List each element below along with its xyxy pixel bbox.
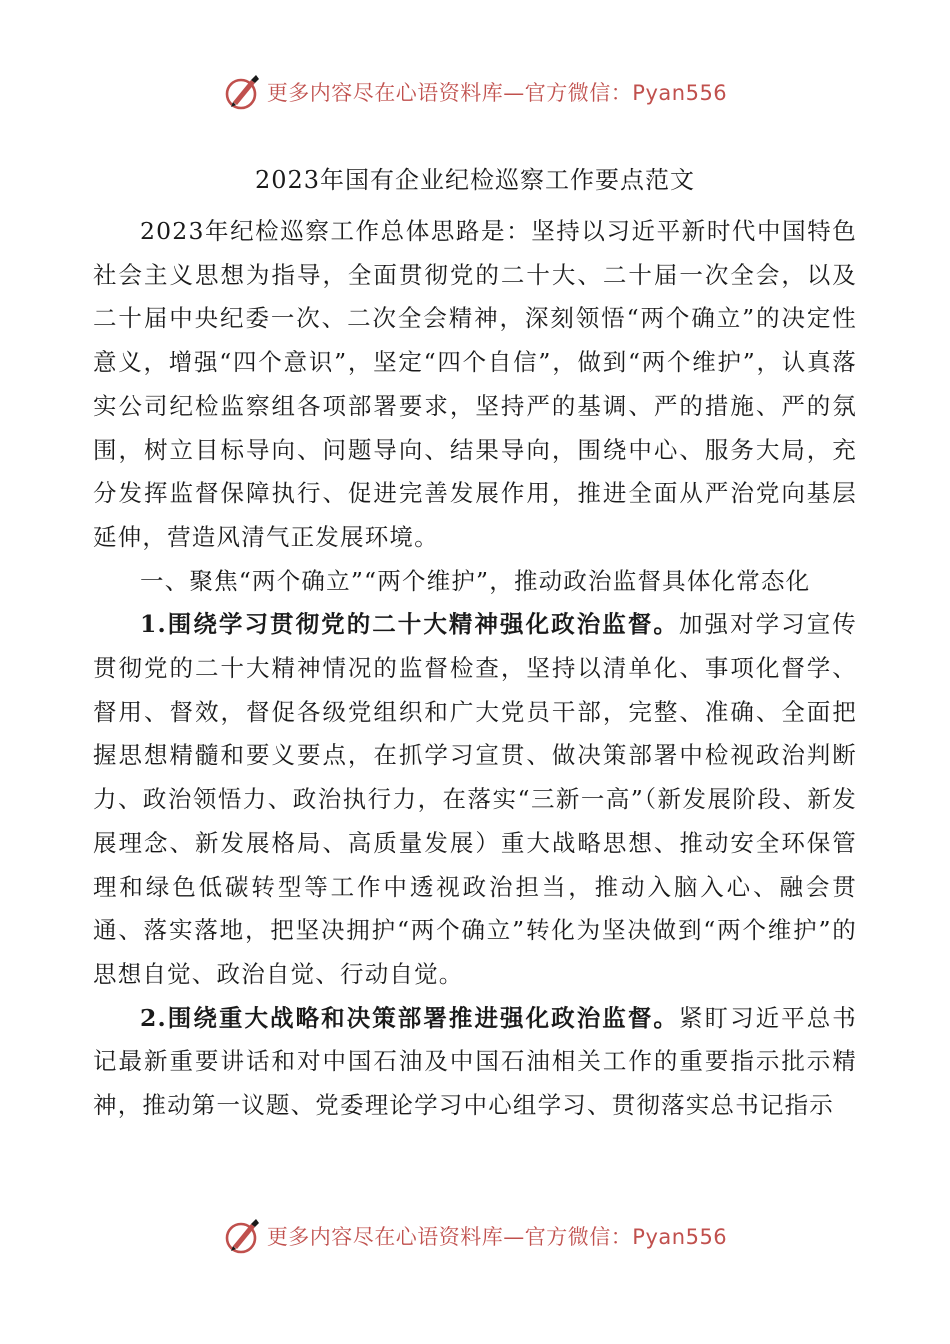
document-body: [93, 210, 857, 1128]
paragraph-text: 加强对学习宣传贯彻党的二十大精神情况的监督检查，坚持以清单化、事项化督学、督用、督效，督促各级党组织和广大党员干部，完整、准确、全面把握思想精髓和要义要点，在抓学习宣贯、做决策部署中检视政治判断力、政治领悟力、政治执行力，在落实“三新一高”（新发展阶段、新发展理念、新发展格局、高质量发展）重大战略思想、推动安全环保管理和绿色低碳转型等工作中透视政治担当，推动入脑入心、融会贯通、落实落地，把坚决拥护“两个确立”转化为坚决做到“两个维护”的思想自觉、政治自觉、行动自觉。: [93, 610, 857, 988]
footer-banner: [0, 1214, 950, 1258]
paragraph-text: 紧盯习近平总书记最新重要讲话和对中国石油及中国石油相关工作的重要指示批示精神，推动第一议题、党委理论学习中心组学习、贯彻落实总书记指示: [93, 1003, 857, 1120]
paragraph-lead: 2.围绕重大战略和决策部署推进强化政治监督。: [140, 1003, 679, 1032]
pen-logo-icon: [223, 1216, 263, 1256]
pen-logo-icon: [223, 72, 263, 112]
paragraph: [93, 997, 857, 1128]
section-heading: [93, 560, 857, 604]
banner-text: 更多内容尽在心语资料库—官方微信：Pyan556: [266, 1225, 728, 1249]
paragraph: [93, 210, 857, 560]
banner-text: 更多内容尽在心语资料库—官方微信：Pyan556: [266, 81, 728, 105]
paragraph: [93, 603, 857, 996]
header-banner: [0, 70, 950, 114]
paragraph-lead: 1.围绕学习贯彻党的二十大精神强化政治监督。: [140, 610, 679, 639]
paragraph-text: 2023年纪检巡察工作总体思路是：坚持以习近平新时代中国特色社会主义思想为指导，全面贯彻党的二十大、二十届一次全会，以及二十届中央纪委一次、二次全会精神，深刻领悟“两个确立”的决定性意义，增强“四个意识”，坚定“四个自信”，做到“两个维护”，认真落实公司纪检监察组各项部署要求，坚持严的基调、严的措施、严的氛围，树立目标导向、问题导向、结果导向，围绕中心、服务大局，充分发挥监督保障执行、促进完善发展作用，推进全面从严治党向基层延伸，营造风清气正发展环境。: [93, 217, 857, 551]
document-title: 2023年国有企业纪检巡察工作要点范文: [254, 166, 696, 194]
paragraph-text: 一、聚焦“两个确立”“两个维护”，推动政治监督具体化常态化: [140, 566, 811, 595]
